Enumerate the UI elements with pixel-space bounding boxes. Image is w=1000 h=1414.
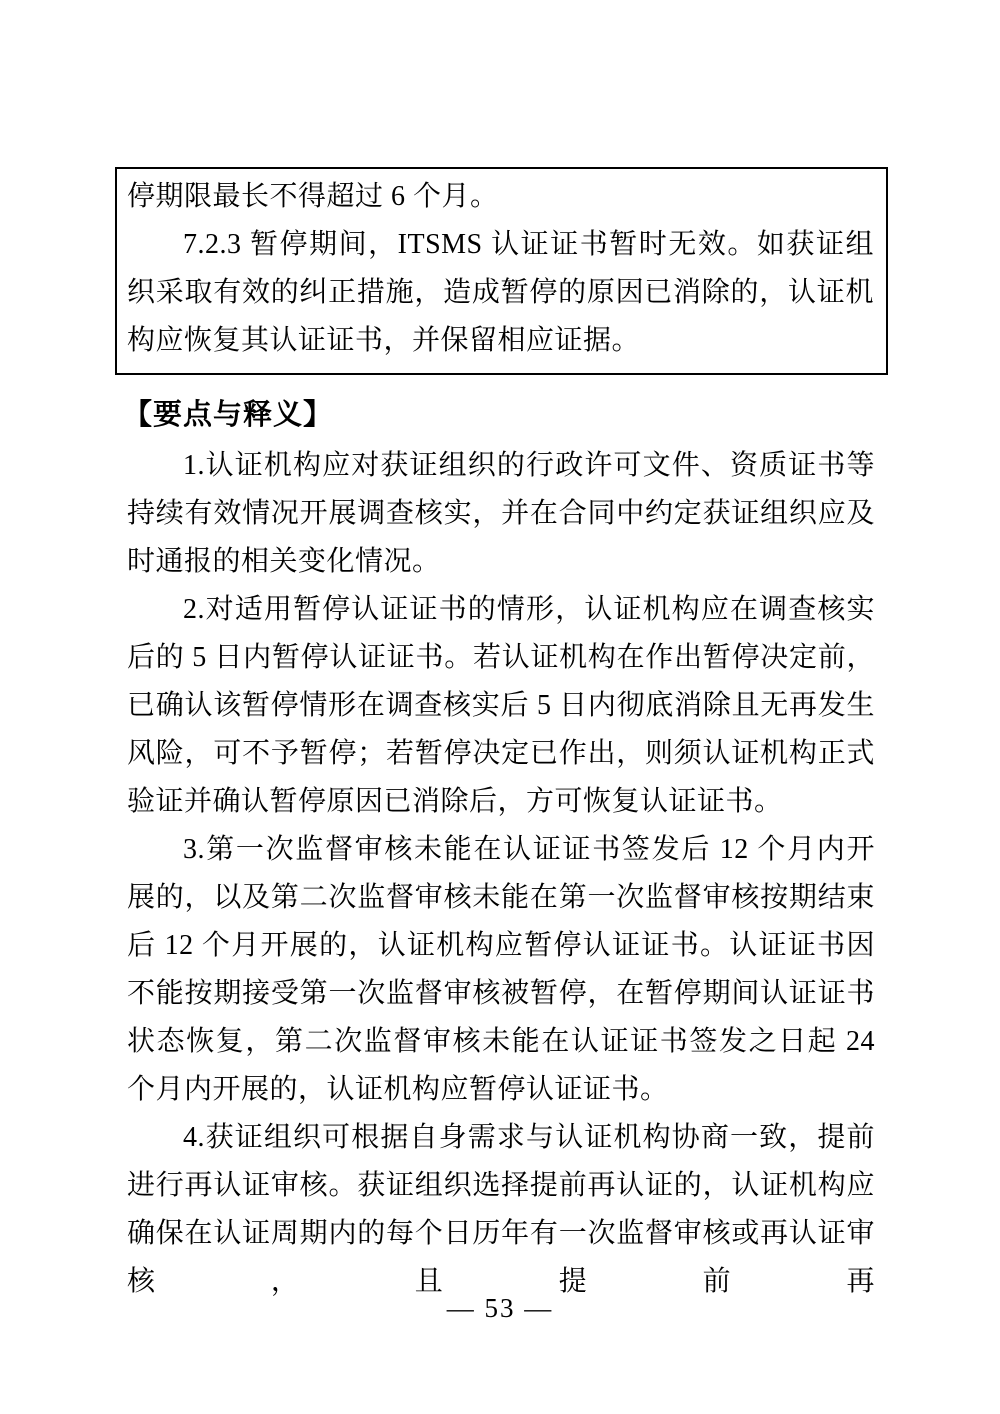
paragraph-2: 2.对适用暂停认证证书的情形，认证机构应在调查核实后的 5 日内暂停认证证书。若认证机构在作出暂停决定前，已确认该暂停情形在调查核实后 5 日内彻底消除且无再发生风险，可不予暂停；若暂停决定已作出，则须认证机构正式验证并确认暂停原因已消除后，方可恢复认证证书。: [127, 594, 875, 817]
page-number: — 53 —: [446, 1293, 554, 1323]
paragraph-1: 1.认证机构应对获证组织的行政许可文件、资质证书等持续有效情况开展调查核实，并在合同中约定获证组织应及时通报的相关变化情况。: [127, 450, 875, 577]
quote-continuation-line: 停期限最长不得超过 6 个月。: [127, 181, 499, 212]
paragraph-4: 4.获证组织可根据自身需求与认证机构协商一致，提前进行再认证审核。获证组织选择提前再认证的，认证机构应确保在认证周期内的每个日历年有一次监督审核或再认证审核，且提前再: [127, 1122, 875, 1297]
paragraph-3: 3.第一次监督审核未能在认证证书签发后 12 个月内开展的，以及第二次监督审核未能在第一次监督审核按期结束后 12 个月开展的，认证机构应暂停认证证书。认证证书因不能按期接受第一次监督审核被暂停，在暂停期间认证证书状态恢复，第二次监督审核未能在认证证书签发之日起 24 个月内开展的，认证机构应暂停认证证书。: [127, 834, 875, 1105]
quote-clause-723: 7.2.3 暂停期间，ITSMS 认证证书暂时无效。如获证组织采取有效的纠正措施，造成暂停的原因已消除的，认证机构应恢复其认证证书，并保留相应证据。: [127, 229, 874, 356]
page-content: [115, 167, 888, 1306]
section-heading: 【要点与释义】: [123, 399, 334, 431]
section-body: [115, 440, 888, 1306]
quote-box: [115, 167, 888, 375]
